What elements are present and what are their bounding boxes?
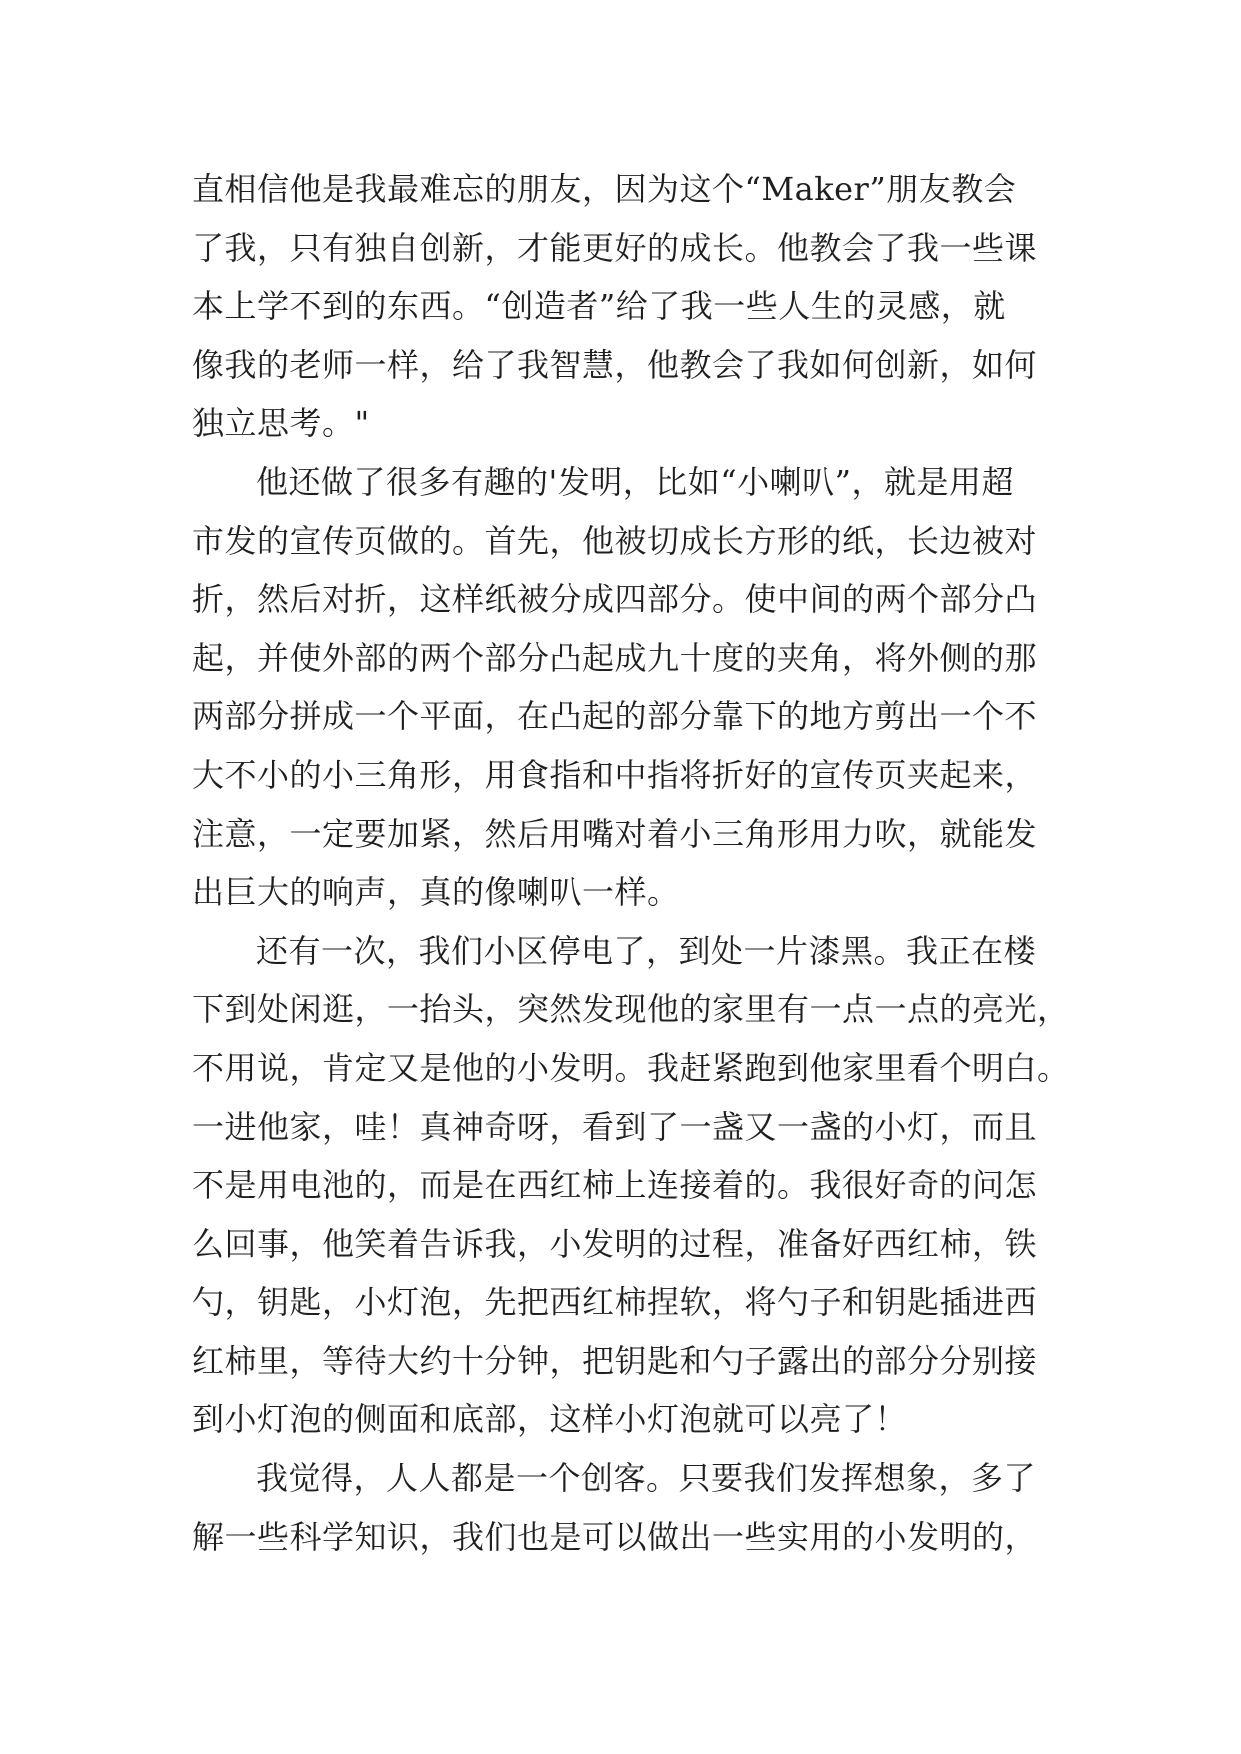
text-line: 本上学不到的东西。“创造者”给了我一些人生的灵感，就 bbox=[192, 287, 1006, 326]
text-line: 到小灯泡的侧面和底部，这样小灯泡就可以亮了！ bbox=[192, 1400, 908, 1439]
text-line: 两部分拼成一个平面，在凸起的部分靠下的地方剪出一个不 bbox=[192, 697, 1038, 736]
text-line: 红柿里，等待大约十分钟，把钥匙和勺子露出的部分分别接 bbox=[192, 1341, 1038, 1380]
text-line: 下到处闲逛，一抬头，突然发现他的家里有一点一点的亮光， bbox=[192, 990, 1070, 1029]
text-line: 折，然后对折，这样纸被分成四部分。使中间的两个部分凸 bbox=[192, 580, 1038, 619]
text-line: 解一些科学知识，我们也是可以做出一些实用的小发明的， bbox=[192, 1517, 1038, 1556]
paragraph-first-line: 还有一次，我们小区停电了，到处一片漆黑。我正在楼 bbox=[256, 931, 1037, 970]
text-line: 不用说，肯定又是他的小发明。我赶紧跑到他家里看个明白。 bbox=[192, 1048, 1070, 1087]
text-line: 不是用电池的，而是在西红柿上连接着的。我很好奇的问怎 bbox=[192, 1166, 1038, 1205]
paragraph-first-line: 他还做了很多有趣的'发明，比如“小喇叭”，就是用超 bbox=[256, 462, 1015, 501]
text-line: 一进他家，哇！真神奇呀，看到了一盏又一盏的小灯，而且 bbox=[192, 1107, 1038, 1146]
text-line: 像我的老师一样，给了我智慧，他教会了我如何创新，如何 bbox=[192, 345, 1038, 384]
text-line: 了我，只有独自创新，才能更好的成长。他教会了我一些课 bbox=[192, 228, 1038, 267]
text-line: 注意，一定要加紧，然后用嘴对着小三角形用力吹，就能发 bbox=[192, 814, 1038, 853]
text-line: 市发的宣传页做的。首先，他被切成长方形的纸，长边被对 bbox=[192, 521, 1038, 560]
text-line: 么回事，他笑着告诉我，小发明的过程，准备好西红柿，铁 bbox=[192, 1224, 1038, 1263]
text-line: 直相信他是我最难忘的朋友，因为这个“Maker”朋友教会 bbox=[192, 170, 1017, 208]
document-body bbox=[192, 160, 1072, 1566]
text-line: 起，并使外部的两个部分凸起成九十度的夹角，将外侧的那 bbox=[192, 638, 1038, 677]
text-line: 出巨大的响声，真的像喇叭一样。 bbox=[192, 873, 680, 912]
text-line: 勺，钥匙，小灯泡，先把西红柿捏软，将勺子和钥匙插进西 bbox=[192, 1283, 1038, 1322]
text-line: 独立思考。" bbox=[192, 404, 370, 443]
text-line: 大不小的小三角形，用食指和中指将折好的宣传页夹起来， bbox=[192, 755, 1038, 794]
paragraph-first-line: 我觉得，人人都是一个创客。只要我们发挥想象，多了 bbox=[256, 1459, 1037, 1498]
